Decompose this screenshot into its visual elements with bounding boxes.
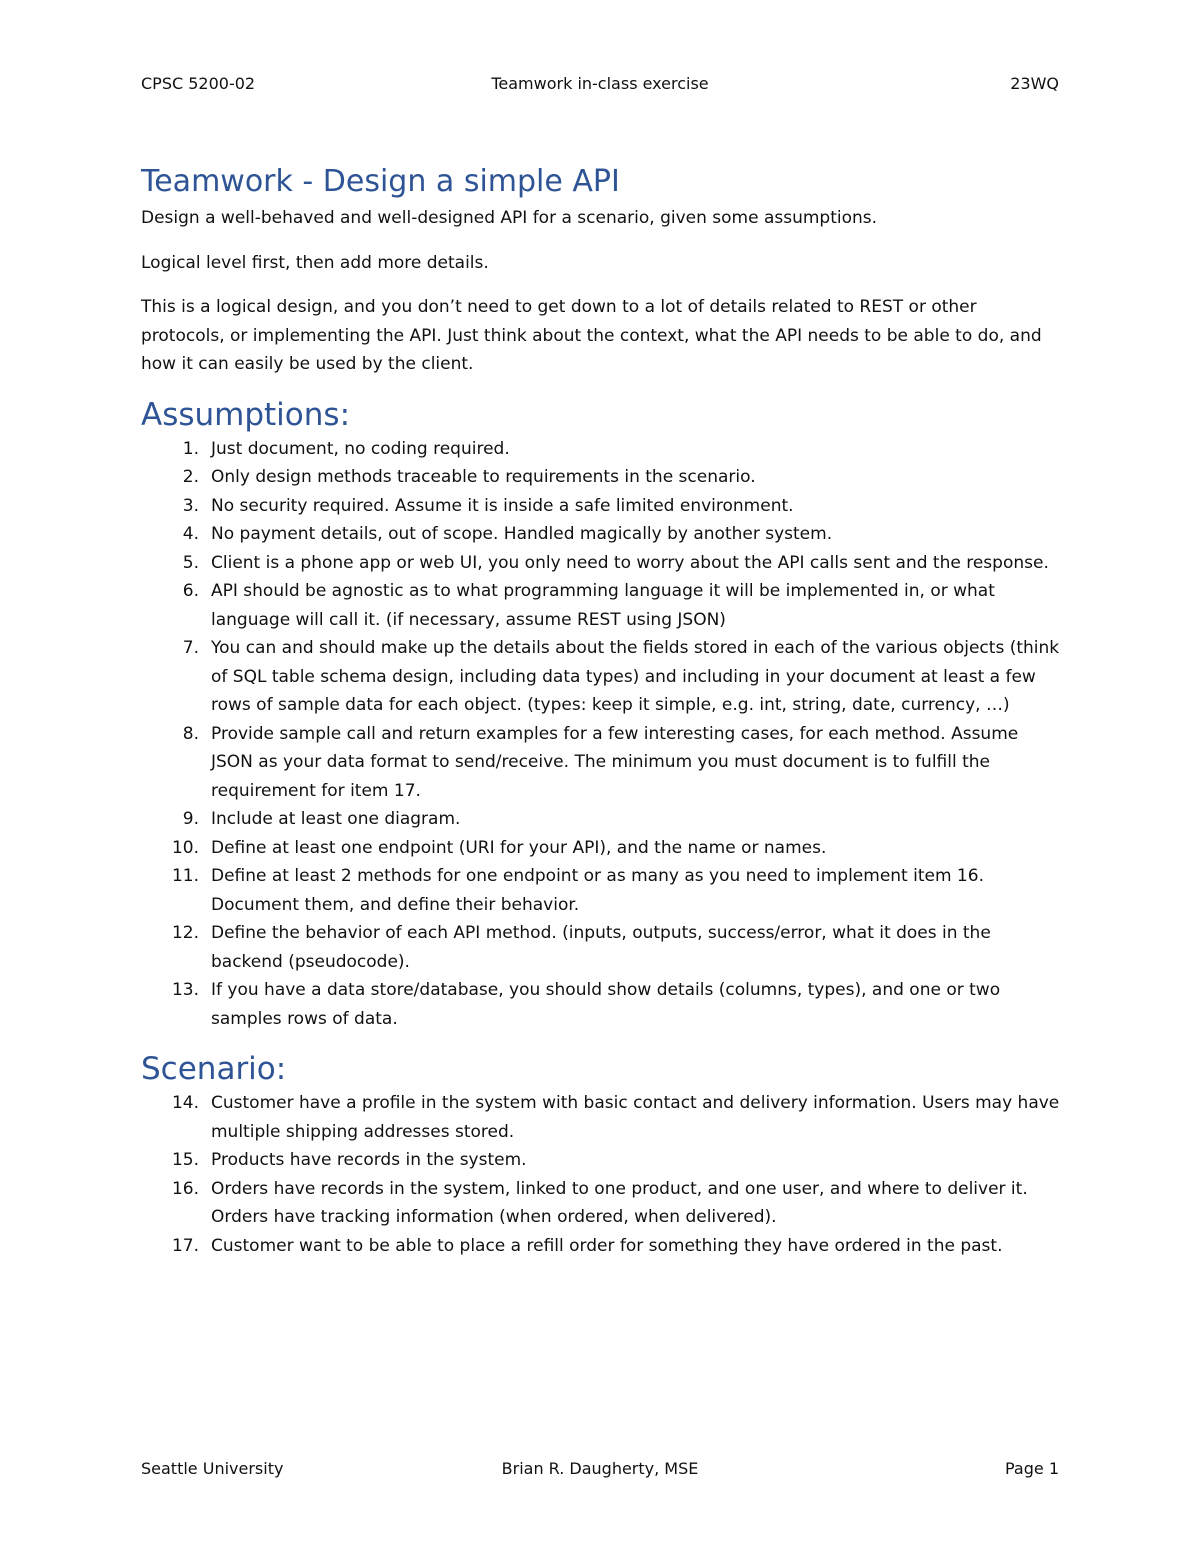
intro-paragraph-2: Logical level first, then add more details. [141,252,489,273]
list-item [141,634,1061,720]
footer-page-number: Page 1 [1005,1459,1059,1478]
assumptions-heading: Assumptions: [141,396,351,433]
list-item [141,1175,1061,1232]
list-item-number: 9. [182,809,199,829]
list-item-number: 11. [171,866,199,886]
list-item-text: Only design methods traceable to requirements in the scenario. [211,467,756,487]
list-item-number: 3. [182,495,199,516]
list-item-text: Include at least one diagram. [211,809,461,829]
intro-paragraph-3: This is a logical design, and you don’t need to get down to a lot of details related to REST or other protocols, or implementing the API. Just think about the context, what the API needs to be able to do, and how it can easily be used by the client. [141,297,1042,374]
list-item [141,976,1061,1033]
list-item [141,492,1061,521]
list-item [141,919,1061,976]
list-item [141,720,1061,806]
list-item-number: 12. [171,923,199,943]
list-item [141,805,1061,834]
list-item-text: Define at least one endpoint (URI for your API), and the name or names. [211,837,827,858]
list-item-number: 15. [171,1150,199,1170]
list-item [141,1089,1061,1146]
list-item [141,1146,1061,1175]
list-item [141,463,1061,492]
list-item-text: Orders have records in the system, linked to one product, and one user, and where to deliver it. Orders have tracking information (when ordered, when delivered). [211,1178,1028,1227]
list-item-text: No payment details, out of scope. Handled magically by another system. [211,524,833,544]
list-item [141,435,1061,464]
list-item [141,549,1061,578]
list-item-number: 4. [182,524,199,544]
intro-paragraph-1: Design a well-behaved and well-designed API for a scenario, given some assumptions. [141,208,878,228]
list-item-text: Client is a phone app or web UI, you only need to worry about the API calls sent and the response. [211,552,1049,573]
list-item-number: 1. [182,438,199,459]
list-item-number: 7. [182,638,199,658]
list-item-text: Define at least 2 methods for one endpoint or as many as you need to implement item 16. Document them, and define their behavior. [211,866,984,915]
list-item-number: 5. [182,552,199,573]
footer-institution: Seattle University [141,1459,284,1478]
page-title: Teamwork - Design a simple API [141,164,620,199]
list-item-text: Provide sample call and return examples for a few interesting cases, for each method. Assume JSON as your data format to send/receive. The minimum you must document is to fulfill the requirement for item 17. [211,723,1019,801]
scenario-heading: Scenario: [141,1051,287,1087]
list-item [141,1232,1061,1261]
footer-author: Brian R. Daugherty, MSE [501,1459,699,1478]
list-item-text: Products have records in the system. [211,1150,527,1170]
list-item [141,834,1061,863]
list-item [141,577,1061,634]
list-item [141,862,1061,919]
header-term: 23WQ [1010,74,1059,93]
document-body [141,164,1061,1260]
page-header [141,74,1059,98]
list-item-text: Customer have a profile in the system with basic contact and delivery information. Users may have multiple shipping addresses stored. [211,1093,1060,1142]
list-item-number: 6. [182,581,199,601]
list-item-number: 13. [171,980,199,1000]
list-item-text: API should be agnostic as to what programming language it will be implemented in, or what language will call it. (if necessary, assume REST using JSON) [211,581,995,630]
list-item-number: 16. [171,1178,199,1199]
list-item-text: Just document, no coding required. [211,438,510,459]
header-document-title: Teamwork in-class exercise [491,74,709,93]
list-item-text: You can and should make up the details about the fields stored in each of the various objects (think of SQL table schema design, including data types) and including in your document at least a few rows of sample data for each object. (types: keep it simple, e.g. int, string, date, currency, …) [211,638,1060,715]
list-item-number: 8. [182,723,199,744]
list-item-number: 2. [182,467,199,487]
list-item-number: 10. [171,837,199,858]
list-item [141,520,1061,549]
page-footer [141,1459,1059,1483]
list-item-text: Customer want to be able to place a refill order for something they have ordered in the past. [211,1235,1003,1256]
list-item-text: If you have a data store/database, you should show details (columns, types), and one or two samples rows of data. [211,980,1001,1029]
header-course-code: CPSC 5200-02 [141,74,256,93]
list-item-text: Define the behavior of each API method. (inputs, outputs, success/error, what it does in the backend (pseudocode). [211,923,991,972]
list-item-number: 14. [171,1093,199,1113]
list-item-number: 17. [171,1235,199,1256]
scenario-list [141,1089,1061,1260]
list-item-text: No security required. Assume it is inside a safe limited environment. [211,495,794,516]
assumptions-list [141,435,1061,1034]
